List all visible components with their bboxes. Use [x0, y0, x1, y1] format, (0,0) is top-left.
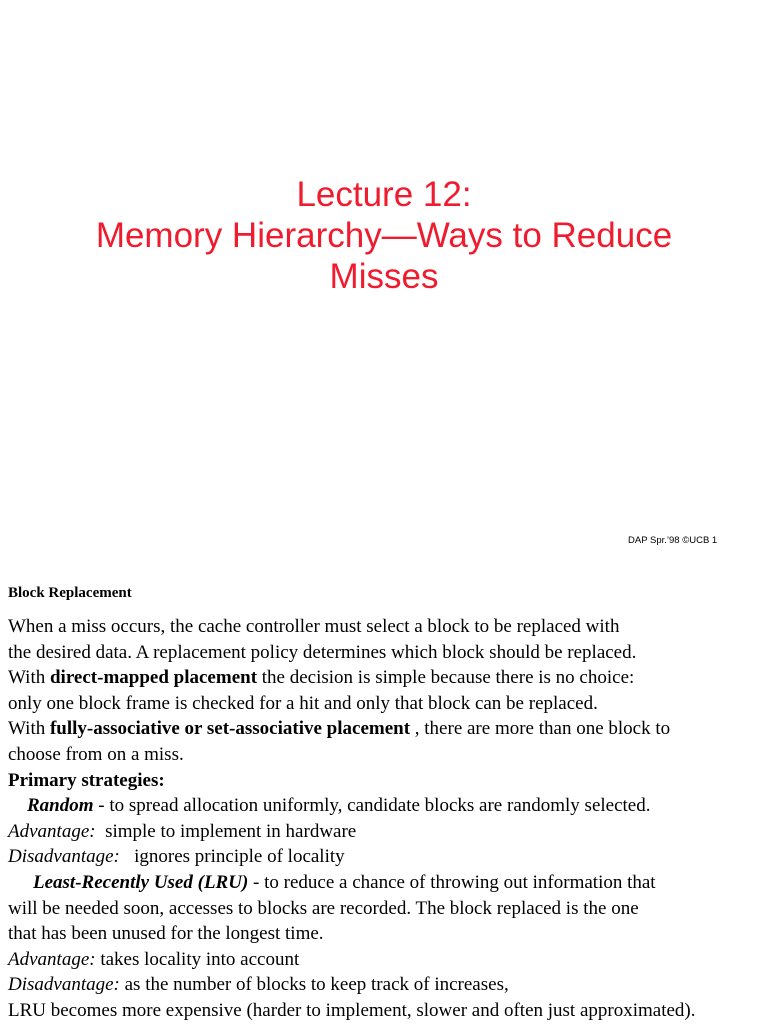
- section-heading: Block Replacement: [8, 585, 132, 601]
- text-span: simple to implement in hardware: [95, 820, 357, 842]
- body-text: [8, 614, 768, 1024]
- body-line: [8, 972, 768, 998]
- body-line: [8, 947, 768, 973]
- body-line: will be needed soon, accesses to blocks are recorded. The block replaced is the one: [8, 897, 639, 919]
- text-span: - to reduce a chance of throwing out information that: [248, 871, 656, 893]
- advantage-label: Advantage:: [8, 948, 96, 970]
- body-line: the desired data. A replacement policy determines which block should be replaced.: [8, 641, 637, 663]
- disadvantage-label: Disadvantage:: [8, 974, 120, 996]
- text-span: ignores principle of locality: [119, 846, 345, 868]
- body-line: When a miss occurs, the cache controller must select a block to be replaced with: [8, 616, 620, 637]
- disadvantage-label: Disadvantage:: [8, 846, 120, 868]
- body-line: only one block frame is checked for a hit and only that block can be replaced.: [8, 692, 598, 714]
- body-line: choose from on a miss.: [8, 743, 184, 765]
- body-line: [8, 793, 768, 819]
- slide-footer: DAP Spr.’98 ©UCB 1: [628, 535, 718, 546]
- text-span: , there are more than one block to: [410, 718, 671, 740]
- title-line-1: Lecture 12:: [296, 175, 472, 214]
- text-span: as the number of blocks to keep track of increases,: [119, 974, 509, 996]
- text-span: takes locality into account: [95, 948, 300, 970]
- slide-title: [0, 174, 768, 297]
- advantage-label: Advantage:: [8, 820, 96, 842]
- body-line: [8, 665, 768, 691]
- term-random: Random: [27, 795, 94, 817]
- body-line: [8, 844, 768, 870]
- body-line: LRU becomes more expensive (harder to implement, slower and often just approximated).: [8, 999, 696, 1021]
- text-span: With: [8, 718, 50, 740]
- body-line: [8, 716, 768, 742]
- title-line-3: Misses: [329, 257, 439, 296]
- title-line-2: Memory Hierarchy—Ways to Reduce: [95, 216, 673, 255]
- text-span: - to spread allocation uniformly, candidate blocks are randomly selected.: [93, 795, 651, 817]
- body-line: [8, 870, 768, 896]
- body-line: that has been unused for the longest time.: [8, 923, 324, 945]
- body-line: [8, 819, 768, 845]
- term-lru: Least-Recently Used (LRU): [33, 871, 249, 893]
- text-span: With: [8, 667, 50, 689]
- term-associative: fully-associative or set-associative placement: [49, 718, 411, 740]
- text-span: the decision is simple because there is no choice:: [257, 667, 635, 689]
- primary-strategies-heading: Primary strategies:: [8, 769, 165, 791]
- term-direct-mapped: direct-mapped placement: [49, 667, 258, 689]
